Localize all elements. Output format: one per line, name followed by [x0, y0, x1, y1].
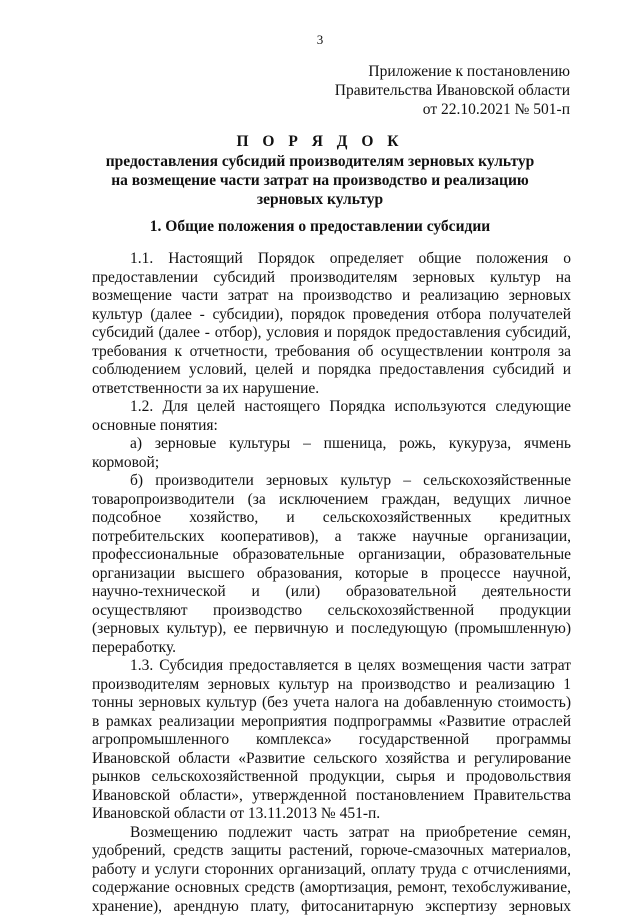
paragraph-1-2: 1.2. Для целей настоящего Порядка используются следующие основные понятия:	[92, 398, 571, 435]
approval-line: от 22.10.2021 № 501-п	[335, 100, 570, 119]
subtitle-line: предоставления субсидий производителям зерновых культур	[0, 152, 640, 171]
document-subtitle	[0, 152, 640, 209]
approval-block	[335, 62, 570, 119]
subtitle-line: на возмещение части затрат на производство и реализацию	[0, 171, 640, 190]
paragraph-1-3: 1.3. Субсидия предоставляется в целях возмещения части затрат производителям зерновых культур на производство и реализацию 1 тонны зерновых культур (без учета налога на добавленную стоимость) в рамках реализации мероприятия подпрограммы «Развитие отраслей агропромышленного комплекса» государственной программы Ивановской области «Развитие сельского хозяйства и регулирование рынков сельскохозяйственной продукции, сырья и продовольствия Ивановской области», утвержденной постановлением Правительства Ивановской области от 13.11.2013 № 451-п.	[92, 657, 571, 824]
subtitle-line: зерновых культур	[0, 190, 640, 209]
document-title: П О Р Я Д О К	[0, 133, 640, 151]
paragraph-reimbursement: Возмещению подлежит часть затрат на приобретение семян, удобрений, средств защиты растений, горюче-смазочных материалов, работу и услуги сторонних организаций, оплату труда с отчислениями, содержание основных средств (амортизация, ремонт, техобслуживание, хранение), арендную плату, фитосанитарную экспертизу зерновых	[92, 824, 571, 916]
page-number: 3	[0, 32, 640, 48]
paragraph-a: а) зерновые культуры – пшеница, рожь, кукуруза, ячмень кормовой;	[92, 435, 571, 472]
paragraph-b: б) производители зерновых культур – сельскохозяйственные товаропроизводители (за исключением граждан, ведущих личное подсобное хозяйство, и сельскохозяйственных кредитных потребительских кооперативов), а также научные организации, профессиональные образовательные организации, образовательные организации высшего образования, которые в процессе научной, научно-технической и (или) образовательной деятельности осуществляют производство сельскохозяйственной продукции (зерновых культур), ее первичную и последующую (промышленную) переработку.	[92, 472, 571, 657]
paragraph-1-1: 1.1. Настоящий Порядок определяет общие положения о предоставлении субсидий производителям зерновых культур на возмещение части затрат на производство и реализацию зерновых культур (далее - субсидии), порядок проведения отбора получателей субсидий (далее - отбор), условия и порядок предоставления субсидий, требования к отчетности, требования об осуществлении контроля за соблюдением условий, целей и порядка предоставления субсидий и ответственности за их нарушение.	[92, 250, 571, 398]
document-body	[92, 250, 571, 916]
section-heading: 1. Общие положения о предоставлении субсидии	[0, 218, 640, 236]
approval-line: Приложение к постановлению	[335, 62, 570, 81]
approval-line: Правительства Ивановской области	[335, 81, 570, 100]
